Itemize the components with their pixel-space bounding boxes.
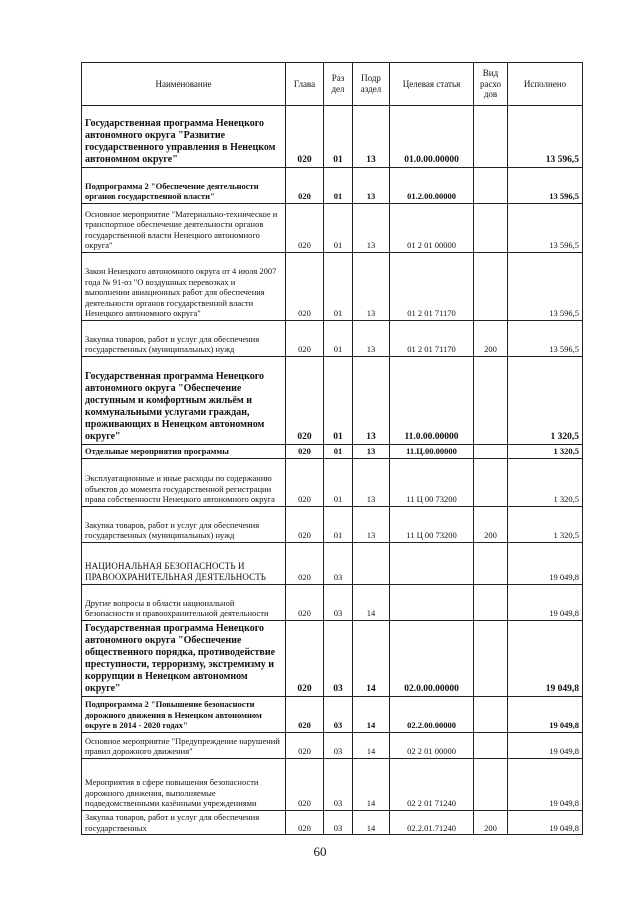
- row-glava: 020: [286, 168, 324, 204]
- row-podrazdel: 14: [353, 621, 390, 697]
- row-podrazdel: 14: [353, 585, 390, 621]
- row-target: 02.2.01.71240: [390, 811, 474, 835]
- row-glava: 020: [286, 507, 324, 543]
- row-podrazdel: 14: [353, 733, 390, 759]
- table-row: [82, 253, 583, 321]
- row-vid: [474, 621, 508, 697]
- row-vid: [474, 253, 508, 321]
- row-vid: [474, 759, 508, 811]
- row-name: Государственная программа Ненецкого автономного округа "Обеспечение общественного порядка, противодействие преступности, терроризму, экстремизму и коррупции в Ненецком автономном округе": [82, 621, 286, 697]
- row-target: 01 2 01 00000: [390, 204, 474, 253]
- row-vid: 200: [474, 811, 508, 835]
- table-row: [82, 106, 583, 168]
- header-razdel: Раз дел: [324, 63, 353, 106]
- row-done: 19 049,8: [508, 759, 583, 811]
- row-done: 19 049,8: [508, 543, 583, 585]
- row-glava: 020: [286, 811, 324, 835]
- row-done: 1 320,5: [508, 507, 583, 543]
- row-podrazdel: 13: [353, 321, 390, 357]
- row-vid: [474, 445, 508, 459]
- row-razdel: 01: [324, 204, 353, 253]
- row-razdel: 01: [324, 253, 353, 321]
- row-glava: 020: [286, 759, 324, 811]
- row-vid: [474, 168, 508, 204]
- row-podrazdel: 13: [353, 357, 390, 445]
- table-row: [82, 585, 583, 621]
- row-razdel: 01: [324, 459, 353, 507]
- row-name: Подпрограмма 2 "Обеспечение деятельности органов государственной власти": [82, 168, 286, 204]
- row-name: Отдельные мероприятия программы: [82, 445, 286, 459]
- header-target: Целевая статья: [390, 63, 474, 106]
- row-razdel: 01: [324, 507, 353, 543]
- table-row: [82, 811, 583, 835]
- row-done: 13 596,5: [508, 168, 583, 204]
- row-name: Основное мероприятие "Материально-техническое и транспортное обеспечение деятельности органов государственной власти Ненецкого автономного округа": [82, 204, 286, 253]
- row-target: 02.2.00.00000: [390, 697, 474, 733]
- row-name: Закон Ненецкого автономного округа от 4 июля 2007 года № 91-оз "О воздушных перевозках и выполнении авиационных работ для обеспечения деятельности органов государственной власти Ненецкого автономного округа": [82, 253, 286, 321]
- row-name: Другие вопросы в области национальной безопасности и правоохранительной деятельности: [82, 585, 286, 621]
- row-done: 19 049,8: [508, 697, 583, 733]
- header-done: Исполнено: [508, 63, 583, 106]
- row-target: 01.2.00.00000: [390, 168, 474, 204]
- row-razdel: 01: [324, 357, 353, 445]
- row-done: 1 320,5: [508, 357, 583, 445]
- table-row: [82, 204, 583, 253]
- row-podrazdel: 13: [353, 106, 390, 168]
- row-done: 19 049,8: [508, 585, 583, 621]
- row-podrazdel: 14: [353, 811, 390, 835]
- row-glava: 020: [286, 106, 324, 168]
- row-glava: 020: [286, 204, 324, 253]
- row-vid: [474, 106, 508, 168]
- row-target: 11.0.00.00000: [390, 357, 474, 445]
- row-name: Закупка товаров, работ и услуг для обеспечения государственных (муниципальных) нужд: [82, 507, 286, 543]
- header-glava: Глава: [286, 63, 324, 106]
- row-target: 11 Ц 00 73200: [390, 459, 474, 507]
- row-name: Мероприятия в сфере повышения безопасности дорожного движения, выполняемые подведомственными казёнными учреждениями: [82, 759, 286, 811]
- row-target: 01.0.00.00000: [390, 106, 474, 168]
- row-glava: 020: [286, 321, 324, 357]
- row-target: 01 2 01 71170: [390, 321, 474, 357]
- row-target: [390, 543, 474, 585]
- row-podrazdel: 13: [353, 507, 390, 543]
- row-target: [390, 585, 474, 621]
- row-target: 01 2 01 71170: [390, 253, 474, 321]
- row-done: 13 596,5: [508, 321, 583, 357]
- row-done: 13 596,5: [508, 253, 583, 321]
- row-podrazdel: 13: [353, 168, 390, 204]
- header-vid: Вид расхо дов: [474, 63, 508, 106]
- row-done: 19 049,8: [508, 811, 583, 835]
- table-row: [82, 733, 583, 759]
- table-row: [82, 621, 583, 697]
- row-podrazdel: 13: [353, 204, 390, 253]
- row-vid: [474, 585, 508, 621]
- row-vid: [474, 357, 508, 445]
- row-vid: [474, 697, 508, 733]
- row-razdel: 03: [324, 621, 353, 697]
- page-number: 60: [313, 844, 327, 859]
- row-done: 13 596,5: [508, 106, 583, 168]
- row-done: 13 596,5: [508, 204, 583, 253]
- row-done: 1 320,5: [508, 459, 583, 507]
- row-glava: 020: [286, 585, 324, 621]
- row-glava: 020: [286, 445, 324, 459]
- row-name: Государственная программа Ненецкого автономного округа "Развитие государственного управления в Ненецком автономном округе": [82, 106, 286, 168]
- row-razdel: 01: [324, 106, 353, 168]
- row-podrazdel: 14: [353, 759, 390, 811]
- row-razdel: 03: [324, 811, 353, 835]
- row-target: 02 2 01 00000: [390, 733, 474, 759]
- row-name: Подпрограмма 2 "Повышение безопасности дорожного движения в Ненецком автономном округе в 2014 - 2020 годах": [82, 697, 286, 733]
- row-target: 11.Ц.00.00000: [390, 445, 474, 459]
- row-vid: [474, 459, 508, 507]
- row-name: Основное мероприятие "Предупреждение нарушений правил дорожного движения": [82, 733, 286, 759]
- row-target: 11 Ц 00 73200: [390, 507, 474, 543]
- table-row: [82, 357, 583, 445]
- header-name: Наименование: [82, 63, 286, 106]
- row-vid: [474, 204, 508, 253]
- row-done: 19 049,8: [508, 733, 583, 759]
- row-vid: [474, 733, 508, 759]
- row-done: 1 320,5: [508, 445, 583, 459]
- table-row: [82, 321, 583, 357]
- row-podrazdel: 13: [353, 445, 390, 459]
- row-glava: 020: [286, 357, 324, 445]
- row-name: НАЦИОНАЛЬНАЯ БЕЗОПАСНОСТЬ И ПРАВООХРАНИТЕЛЬНАЯ ДЕЯТЕЛЬНОСТЬ: [82, 543, 286, 585]
- row-razdel: 03: [324, 585, 353, 621]
- row-glava: 020: [286, 621, 324, 697]
- row-razdel: 01: [324, 321, 353, 357]
- row-vid: 200: [474, 321, 508, 357]
- table-row: [82, 759, 583, 811]
- row-glava: 020: [286, 733, 324, 759]
- table-row: [82, 445, 583, 459]
- row-glava: 020: [286, 543, 324, 585]
- row-target: 02 2 01 71240: [390, 759, 474, 811]
- row-name: Закупка товаров, работ и услуг для обеспечения государственных: [82, 811, 286, 835]
- row-name: Закупка товаров, работ и услуг для обеспечения государственных (муниципальных) нужд: [82, 321, 286, 357]
- table-row: [82, 507, 583, 543]
- row-glava: 020: [286, 697, 324, 733]
- row-razdel: 03: [324, 759, 353, 811]
- row-razdel: 03: [324, 733, 353, 759]
- row-target: 02.0.00.00000: [390, 621, 474, 697]
- row-razdel: 03: [324, 697, 353, 733]
- row-glava: 020: [286, 459, 324, 507]
- row-podrazdel: [353, 543, 390, 585]
- table-row: [82, 697, 583, 733]
- header-podrazdel: Подр аздел: [353, 63, 390, 106]
- row-razdel: 01: [324, 168, 353, 204]
- table-row: [82, 168, 583, 204]
- table-header-row: [82, 63, 583, 106]
- row-razdel: 01: [324, 445, 353, 459]
- row-done: 19 049,8: [508, 621, 583, 697]
- row-vid: [474, 543, 508, 585]
- row-podrazdel: 14: [353, 697, 390, 733]
- table-row: [82, 459, 583, 507]
- row-podrazdel: 13: [353, 459, 390, 507]
- budget-table: [81, 62, 583, 835]
- row-vid: 200: [474, 507, 508, 543]
- row-name: Эксплуатационные и иные расходы по содержанию объектов до момента государственной регистрации права собственности Ненецкого автономного округа: [82, 459, 286, 507]
- table-row: [82, 543, 583, 585]
- row-name: Государственная программа Ненецкого автономного округа "Обеспечение доступным и комфортным жильём и коммунальными услугами граждан, проживающих в Ненецком автономном округе": [82, 357, 286, 445]
- row-glava: 020: [286, 253, 324, 321]
- row-razdel: 03: [324, 543, 353, 585]
- row-podrazdel: 13: [353, 253, 390, 321]
